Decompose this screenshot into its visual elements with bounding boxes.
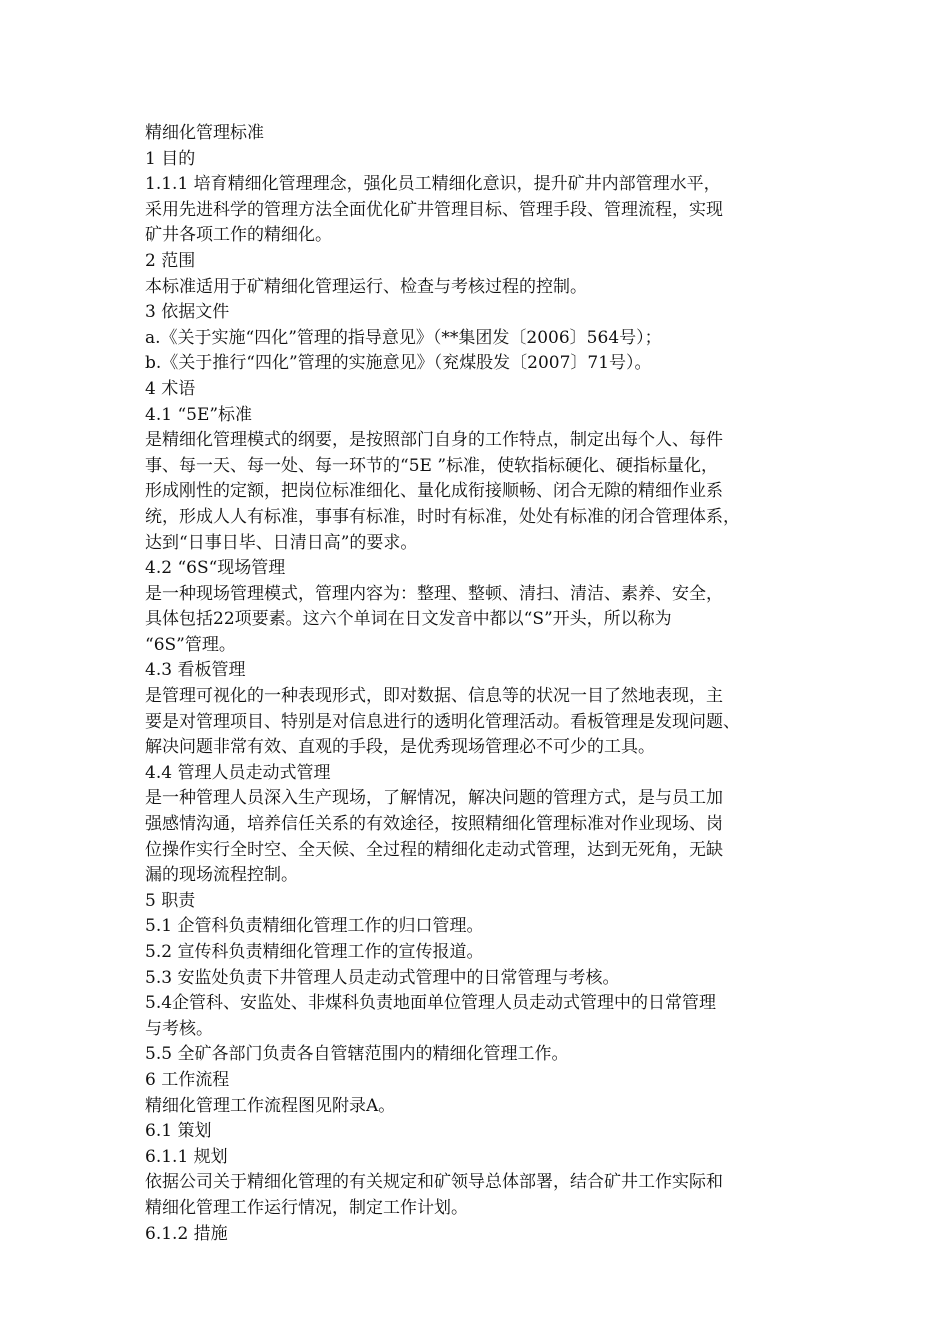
text-line: 形成刚性的定额，把岗位标准细化、量化成衔接顺畅、闭合无隙的精细作业系 <box>145 481 723 502</box>
responsibility-item: 5.3 安监处负责下井管理人员走动式管理中的日常管理与考核。 <box>145 967 620 988</box>
responsibility-item: 5.1 企管科负责精细化管理工作的归口管理。 <box>145 916 484 937</box>
text-line: 矿井各项工作的精细化。 <box>145 225 332 246</box>
text-line: 解决问题非常有效、直观的手段，是优秀现场管理必不可少的工具。 <box>145 737 655 758</box>
text-line: 精细化管理工作运行情况，制定工作计划。 <box>145 1197 468 1218</box>
section-heading-workflow: 6 工作流程 <box>145 1069 230 1090</box>
text-line: 是一种现场管理模式，管理内容为：整理、整顿、清扫、清洁、素养、安全， <box>145 583 723 604</box>
document-body <box>145 121 815 1247</box>
text-line: 采用先进科学的管理方法全面优化矿井管理目标、管理手段、管理流程，实现 <box>145 199 723 220</box>
section-heading-terms: 4 术语 <box>145 378 196 399</box>
text-line: 1.1.1 培育精细化管理理念，强化员工精细化意识，提升矿井内部管理水平， <box>145 174 721 195</box>
subsection-heading: 4.3 看板管理 <box>145 660 246 681</box>
subsection-heading: 6.1 策划 <box>145 1121 212 1142</box>
text-line: 是精细化管理模式的纲要，是按照部门自身的工作特点，制定出每个人、每件 <box>145 430 723 451</box>
text-line: 依据公司关于精细化管理的有关规定和矿领导总体部署，结合矿井工作实际和 <box>145 1172 723 1193</box>
text-line: 具体包括22项要素。这六个单词在日文发音中都以“S”开头，所以称为 <box>145 609 672 630</box>
responsibility-item: 5.2 宣传科负责精细化管理工作的宣传报道。 <box>145 942 484 962</box>
section-heading-responsibilities: 5 职责 <box>145 890 196 911</box>
text-line: 事、每一天、每一处、每一环节的“5E ”标准，使软指标硬化、硬指标量化， <box>145 455 719 476</box>
text-line: 漏的现场流程控制。 <box>145 865 298 886</box>
text-line: 位操作实行全时空、全天候、全过程的精细化走动式管理，达到无死角，无缺 <box>145 839 723 860</box>
responsibility-item: 5.5 全矿各部门负责各自管辖范围内的精细化管理工作。 <box>145 1044 569 1065</box>
text-line: 是一种管理人员深入生产现场，了解情况，解决问题的管理方式，是与员工加 <box>145 788 723 809</box>
subsection-heading: 6.1.2 措施 <box>145 1223 228 1244</box>
subsection-heading: 4.1 “5E”标准 <box>145 404 253 425</box>
reference-item: a.《关于实施“四化”管理的指导意见》（**集团发〔2006〕564号）； <box>145 327 662 348</box>
text-line: 精细化管理工作流程图见附录A。 <box>145 1095 396 1116</box>
text-line: 是管理可视化的一种表现形式，即对数据、信息等的状况一目了然地表现，主 <box>145 686 723 707</box>
section-heading-references: 3 依据文件 <box>145 302 230 323</box>
text-line: 本标准适用于矿精细化管理运行、检查与考核过程的控制。 <box>145 276 587 297</box>
text-line: “6S”管理。 <box>145 634 236 655</box>
section-heading-purpose: 1 目的 <box>145 148 196 169</box>
text-line: 强感情沟通，培养信任关系的有效途径，按照精细化管理标准对作业现场、岗 <box>145 814 723 835</box>
section-heading-scope: 2 范围 <box>145 250 196 271</box>
text-line: 要是对管理项目、特别是对信息进行的透明化管理活动。看板管理是发现问题、 <box>145 711 740 732</box>
reference-item: b.《关于推行“四化”管理的实施意见》（兖煤股发〔2007〕71号）。 <box>145 353 652 374</box>
subsection-heading: 4.2 “6S“现场管理 <box>145 558 286 579</box>
subsection-heading: 4.4 管理人员走动式管理 <box>145 762 331 783</box>
text-line: 达到“日事日毕、日清日高”的要求。 <box>145 532 418 553</box>
text-line: 统，形成人人有标准，事事有标准，时时有标准，处处有标准的闭合管理体系， <box>145 506 740 527</box>
text-line: 与考核。 <box>145 1018 213 1039</box>
document-title: 精细化管理标准 <box>145 123 264 143</box>
subsection-heading: 6.1.1 规划 <box>145 1146 228 1167</box>
responsibility-item: 5.4企管科、安监处、非煤科负责地面单位管理人员走动式管理中的日常管理 <box>145 993 717 1014</box>
